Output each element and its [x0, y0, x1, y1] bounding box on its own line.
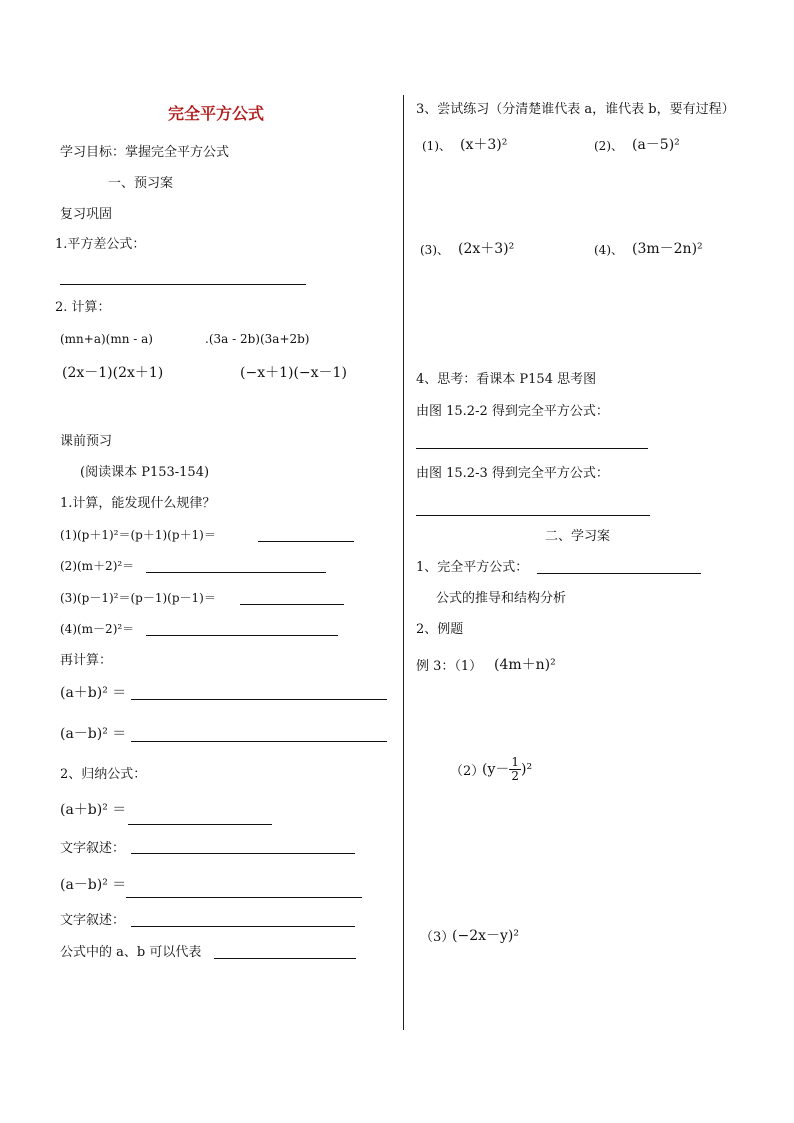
rule-question: 1.计算，能发现什么规律？	[60, 496, 216, 511]
question-2: 2. 计算：	[55, 300, 111, 315]
answer-line	[126, 897, 362, 898]
answer-line	[131, 926, 355, 927]
text-description-2: 文字叙述：	[60, 913, 126, 928]
answer-line	[537, 573, 701, 574]
fraction-denominator: 2	[511, 769, 520, 783]
figure-2-prompt: 由图 15.2-3 得到完全平方公式：	[416, 466, 609, 481]
think-question: 4、思考：看课本 P154 思考图	[416, 372, 597, 387]
calc-a: (mn+a)(mn - a)	[60, 332, 153, 346]
practice-3: (2x＋3)²	[458, 241, 515, 257]
answer-line	[240, 604, 344, 605]
example-3-2-post: )²	[521, 761, 533, 778]
example-3-1: (4m＋n)²	[494, 657, 556, 673]
text-description-1: 文字叙述：	[60, 841, 126, 856]
answer-line	[131, 853, 355, 854]
practice-2-label: (2)、	[594, 139, 623, 153]
calc-b: .(3a - 2b)(3a+2b)	[205, 332, 310, 346]
example-3-2-pre: (y－	[482, 761, 510, 778]
answer-line	[146, 572, 326, 573]
answer-line	[131, 699, 387, 700]
calc-d: (−x＋1)(−x－1)	[240, 365, 347, 381]
example-3-3: (−2x－y)²	[452, 928, 519, 944]
answer-line	[131, 741, 387, 742]
derivation-note: 公式的推导和结构分析	[436, 591, 567, 606]
answer-line	[214, 958, 356, 959]
practice-4-label: (4)、	[594, 243, 623, 257]
practice-4: (3m－2n)²	[632, 241, 703, 257]
column-divider	[403, 95, 404, 1030]
represent-question: 公式中的 a、b 可以代表	[60, 945, 202, 960]
expand-2: (2)(m＋2)²＝	[60, 559, 135, 573]
recalc-heading: 再计算：	[60, 653, 113, 668]
answer-line	[416, 515, 650, 516]
example-3-label: 例 3：（1）	[416, 659, 483, 674]
expand-3: (3)(p－1)²＝(p－1)(p－1)＝	[60, 591, 216, 605]
square-diff: (a－b)² ＝	[60, 726, 127, 742]
fraction-numerator: 1	[511, 755, 520, 769]
formula-prompt: 1、完全平方公式：	[416, 560, 529, 575]
example-3-2	[482, 756, 532, 783]
example-3-2-label: （2）	[450, 764, 485, 779]
square-sum: (a＋b)² ＝	[60, 685, 127, 701]
learning-goal: 学习目标：掌握完全平方公式	[60, 145, 230, 160]
one-half-fraction	[509, 756, 521, 783]
expand-1: (1)(p＋1)²＝(p＋1)(p＋1)＝	[60, 528, 216, 542]
section-learning-heading: 二、学习案	[545, 529, 611, 544]
review-heading: 复习巩固	[60, 207, 113, 222]
expand-4: (4)(m－2)²＝	[60, 622, 135, 636]
calc-c: (2x－1)(2x＋1)	[62, 365, 164, 381]
answer-line	[146, 635, 338, 636]
answer-line	[128, 824, 272, 825]
pre-class-heading: 课前预习	[60, 434, 113, 449]
induce-heading: 2、归纳公式：	[60, 767, 147, 782]
figure-1-prompt: 由图 15.2-2 得到完全平方公式：	[416, 404, 609, 419]
answer-line	[416, 448, 648, 449]
practice-1: (x＋3)²	[460, 137, 508, 153]
page-title: 完全平方公式	[168, 104, 265, 123]
answer-line	[60, 284, 306, 285]
example-3-3-label: （3）	[420, 930, 455, 945]
practice-3-label: (3)、	[420, 243, 449, 257]
answer-line	[258, 541, 354, 542]
reading-note: (阅读课本 P153-154)	[80, 465, 210, 480]
practice-heading: 3、尝试练习（分清楚谁代表 a，谁代表 b，要有过程）	[416, 102, 735, 117]
question-1: 1.平方差公式：	[55, 237, 146, 252]
induce-square-sum: (a＋b)² ＝	[60, 802, 127, 818]
section-preview-heading: 一、预习案	[108, 176, 174, 191]
practice-1-label: (1)、	[422, 139, 451, 153]
examples-heading: 2、例题	[416, 622, 464, 637]
induce-square-diff: (a－b)² ＝	[60, 877, 127, 893]
practice-2: (a－5)²	[632, 137, 680, 153]
